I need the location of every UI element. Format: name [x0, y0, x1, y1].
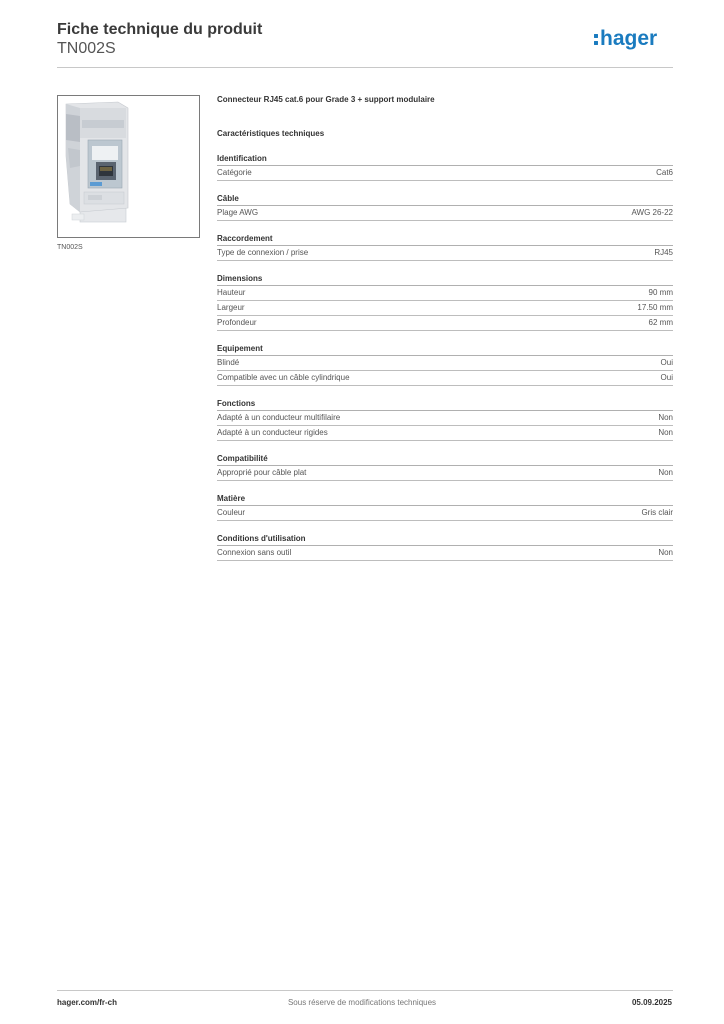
spec-label: Profondeur — [217, 318, 257, 327]
logo-dot-bottom — [594, 41, 598, 45]
spec-row — [217, 246, 673, 261]
section-title: Compatibilité — [217, 453, 673, 466]
spec-row — [217, 426, 673, 441]
hager-logo — [593, 24, 677, 58]
spec-value: 90 mm — [648, 288, 673, 297]
spec-section — [217, 153, 673, 181]
spec-row — [217, 411, 673, 426]
spec-section — [217, 233, 673, 261]
spec-row — [217, 206, 673, 221]
section-title: Matière — [217, 493, 673, 506]
spec-section — [217, 193, 673, 221]
specs-heading: Caractéristiques techniques — [217, 129, 325, 138]
spec-section — [217, 453, 673, 481]
spec-row — [217, 301, 673, 316]
section-title: Fonctions — [217, 398, 673, 411]
spec-label: Largeur — [217, 303, 245, 312]
spec-value: Oui — [660, 373, 673, 382]
section-title: Equipement — [217, 343, 673, 356]
section-title: Identification — [217, 153, 673, 166]
footer-website: hager.com/fr-ch — [57, 998, 118, 1007]
spec-value: Cat6 — [656, 168, 673, 177]
spec-row — [217, 466, 673, 481]
footer-date: 05.09.2025 — [631, 998, 672, 1007]
product-image-caption: TN002S — [57, 244, 83, 251]
spec-label: Adapté à un conducteur multifilaire — [217, 413, 341, 422]
spec-value: Non — [658, 413, 673, 422]
spec-section — [217, 273, 673, 331]
spec-value: Non — [658, 468, 673, 477]
spec-label: Type de connexion / prise — [217, 248, 309, 257]
spec-row — [217, 506, 673, 521]
product-illustration — [58, 96, 199, 237]
product-description: Connecteur RJ45 cat.6 pour Grade 3 + support modulaire — [217, 95, 435, 104]
product-reference: TN002S — [57, 40, 116, 57]
footer-divider — [57, 990, 673, 991]
section-title: Dimensions — [217, 273, 673, 286]
spec-section — [217, 343, 673, 386]
section-title: Conditions d'utilisation — [217, 533, 673, 546]
spec-row — [217, 286, 673, 301]
spec-value: 62 mm — [648, 318, 673, 327]
logo-dot-top — [594, 34, 598, 38]
spec-section — [217, 533, 673, 561]
spec-value: 17.50 mm — [637, 303, 673, 312]
page-title: Fiche technique du produit — [57, 21, 263, 38]
spec-value: Non — [658, 428, 673, 437]
spec-section — [217, 398, 673, 441]
spec-label: Couleur — [217, 508, 246, 517]
spec-value: Non — [658, 548, 673, 557]
spec-label: Hauteur — [217, 288, 246, 297]
spec-row — [217, 166, 673, 181]
spec-label: Blindé — [217, 358, 240, 367]
spec-label: Compatible avec un câble cylindrique — [217, 373, 350, 382]
spec-sections — [217, 153, 673, 561]
spec-row — [217, 371, 673, 386]
spec-label: Plage AWG — [217, 208, 259, 217]
spec-section — [217, 493, 673, 521]
spec-label: Approprié pour câble plat — [217, 468, 307, 477]
footer-disclaimer: Sous réserve de modifications techniques — [287, 998, 437, 1007]
logo-wordmark: hager — [600, 27, 658, 50]
spec-value: AWG 26-22 — [631, 208, 673, 217]
spec-value: Gris clair — [641, 508, 673, 517]
spec-row — [217, 356, 673, 371]
spec-row — [217, 546, 673, 561]
section-title: Raccordement — [217, 233, 673, 246]
header-divider — [57, 67, 673, 68]
spec-value: Oui — [660, 358, 673, 367]
spec-row — [217, 316, 673, 331]
spec-label: Connexion sans outil — [217, 548, 292, 557]
spec-value: RJ45 — [654, 248, 673, 257]
product-image — [57, 95, 200, 238]
spec-label: Catégorie — [217, 168, 252, 177]
section-title: Câble — [217, 193, 673, 206]
product-details — [217, 93, 673, 561]
spec-label: Adapté à un conducteur rigides — [217, 428, 328, 437]
